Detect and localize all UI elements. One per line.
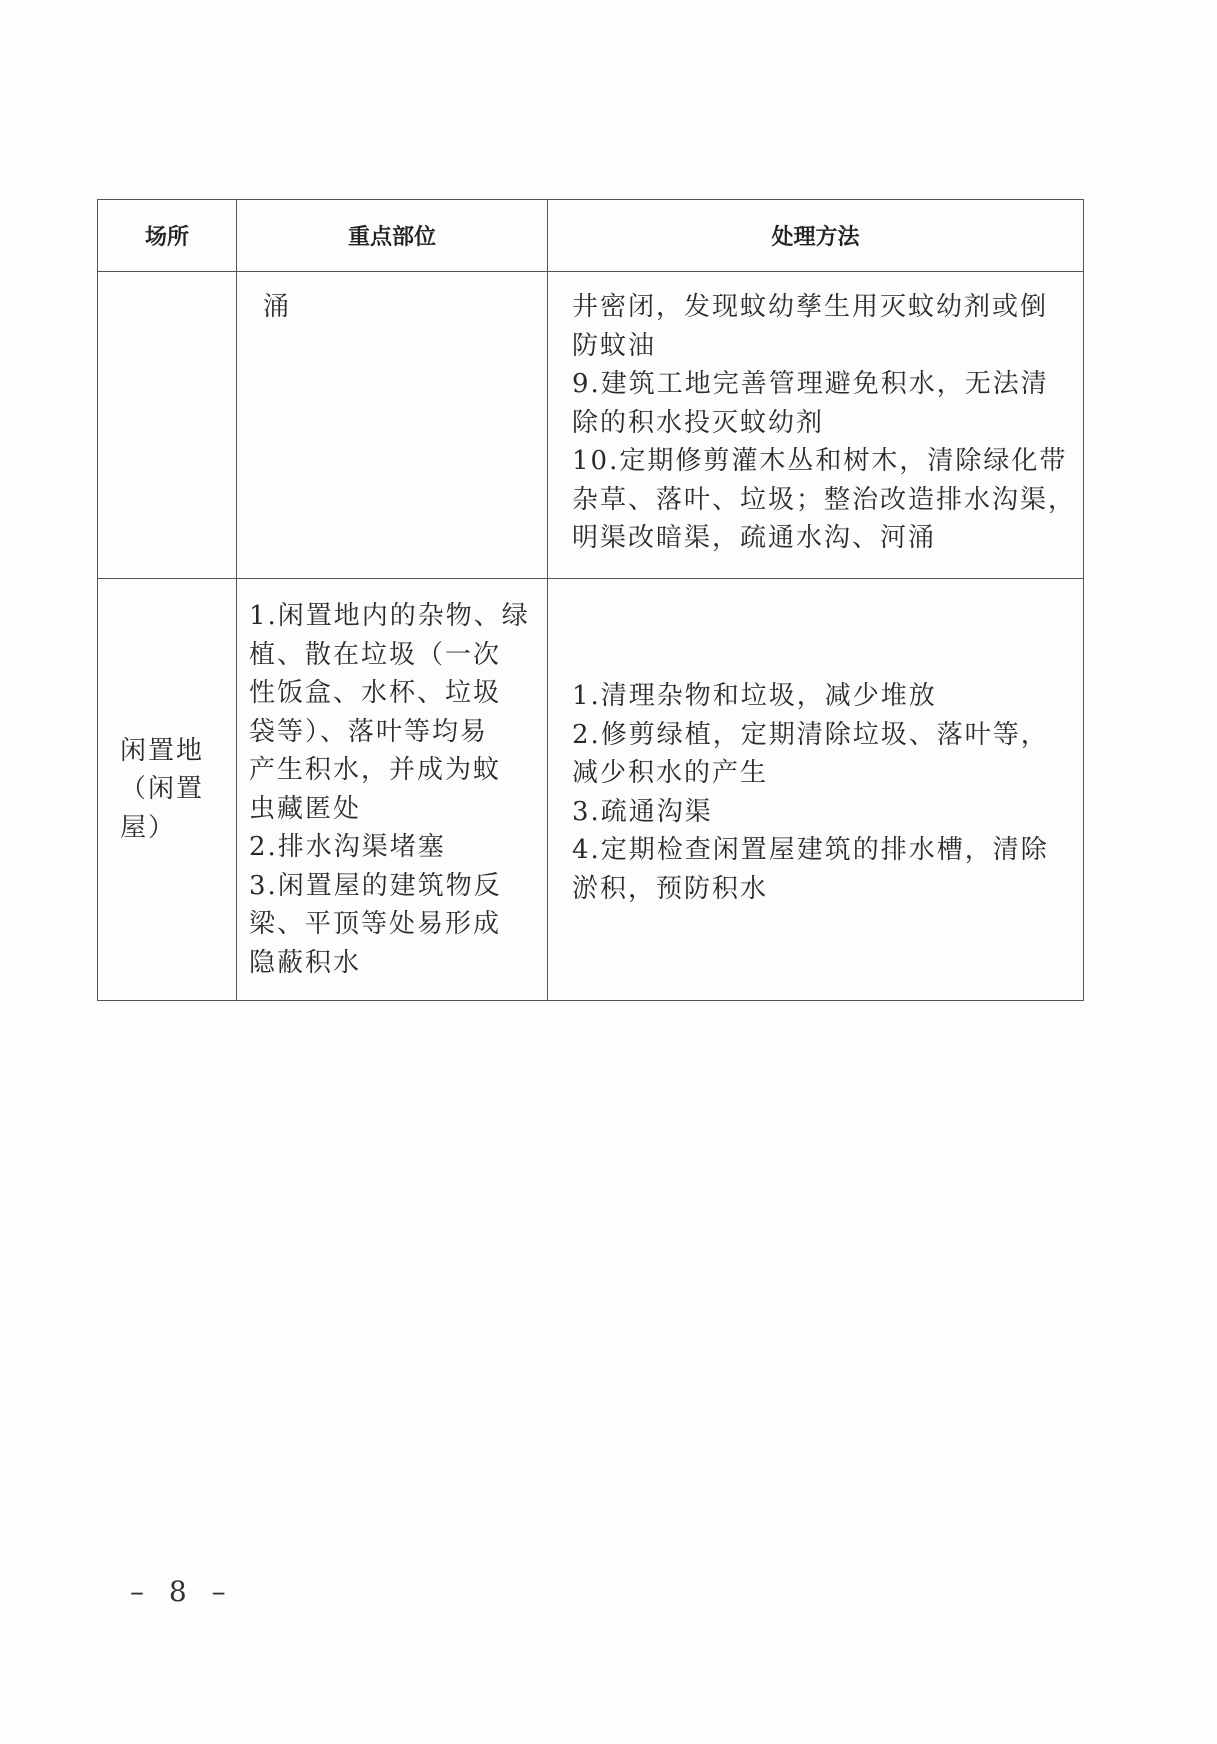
cell-line: 1.闲置地内的杂物、绿 xyxy=(249,601,530,631)
cell-line: 9.建筑工地完善管理避免积水，无法清 xyxy=(572,369,1049,399)
cell-line: 性饭盒、水杯、垃圾 xyxy=(249,678,502,708)
cell-line: 梁、平顶等处易形成 xyxy=(249,909,502,939)
cell-line: （闲置 xyxy=(120,774,205,805)
cell-line: 井密闭，发现蚊幼孳生用灭蚊幼剂或倒 xyxy=(572,292,1049,322)
cell-line: 产生积水，并成为蚊 xyxy=(249,755,502,785)
cell-line: 虫藏匿处 xyxy=(249,793,362,824)
table-header-row xyxy=(98,200,1084,272)
cell-line: 3.疏通沟渠 xyxy=(572,796,713,827)
cell-line: 杂草、落叶、垃圾；整治改造排水沟渠， xyxy=(572,484,1077,515)
cell-line: 10.定期修剪灌木丛和树木，清除绿化带 xyxy=(572,446,1068,476)
cell-line: 2.排水沟渠堵塞 xyxy=(249,832,446,862)
cell-line: 4.定期检查闲置屋建筑的排水槽，清除 xyxy=(572,835,1049,865)
cell-line: 袋等）、落叶等均易 xyxy=(249,716,489,747)
cell-line: 淤积，预防积水 xyxy=(572,873,769,904)
header-place: 场所 xyxy=(98,200,237,272)
cell-line: 1.清理杂物和垃圾，减少堆放 xyxy=(572,681,937,711)
header-key-parts: 重点部位 xyxy=(237,200,548,272)
key-parts-cell xyxy=(237,579,548,1001)
place-cell xyxy=(98,272,237,579)
cell-line: 3.闲置屋的建筑物反 xyxy=(249,870,502,901)
methods-cell xyxy=(548,272,1084,579)
cell-line: 防蚊油 xyxy=(572,330,657,361)
treatment-table xyxy=(97,199,1084,1001)
methods-cell xyxy=(548,579,1084,1001)
cell-line: 2.修剪绿植，定期清除垃圾、落叶等， xyxy=(572,719,1049,750)
cell-line: 闲置地 xyxy=(120,735,205,766)
cell-line: 减少积水的产生 xyxy=(572,758,769,788)
cell-line: 植、散在垃圾（一次 xyxy=(249,639,502,670)
cell-line: 明渠改暗渠，疏通水沟、河涌 xyxy=(572,523,937,553)
cell-line: 除的积水投灭蚊幼剂 xyxy=(572,407,825,438)
table-row xyxy=(98,579,1084,1001)
table-row xyxy=(98,272,1084,579)
cell-line: 涌 xyxy=(263,292,292,322)
place-cell xyxy=(98,579,237,1001)
cell-line: 屋） xyxy=(120,812,177,843)
key-parts-cell xyxy=(237,272,548,579)
cell-line: 隐蔽积水 xyxy=(249,947,362,978)
page-number: – 8 – xyxy=(130,1575,234,1608)
header-methods: 处理方法 xyxy=(548,200,1084,272)
